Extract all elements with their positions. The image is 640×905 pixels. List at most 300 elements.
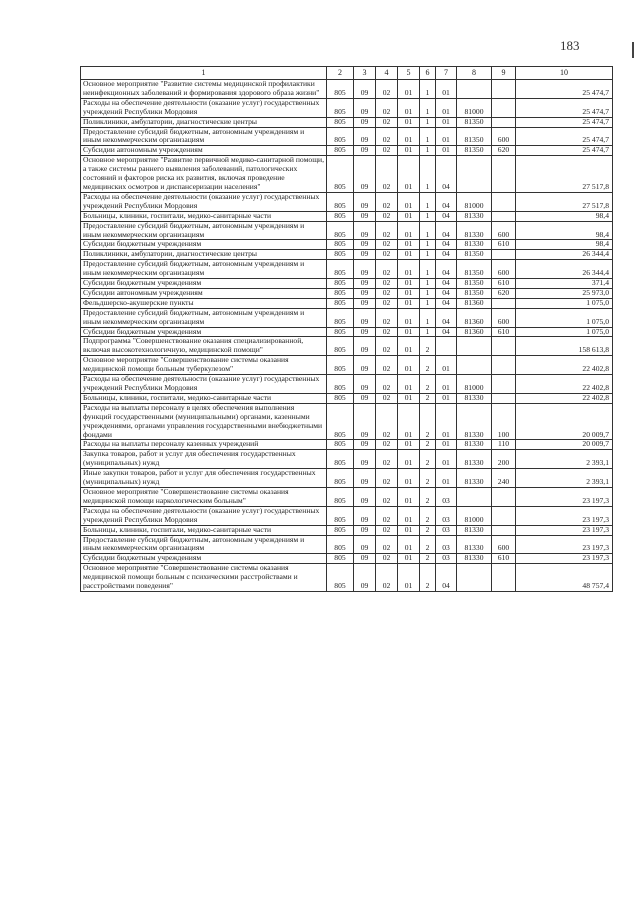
ministry-code: 805 [327,127,354,146]
expense-type-code [492,80,516,99]
section-code: 09 [354,260,376,279]
amount: 1 075,0 [516,327,613,337]
table-header [81,67,613,80]
row-name: Расходы на выплаты персоналу в целях обеспечения выполнения функций государственными (муниципальными) органами, казенными учреждениями, органами управления государственными внебюджетными фондами [81,403,327,440]
program-code: 01 [398,156,420,193]
direction-code: 81000 [457,375,492,394]
amount: 48 757,4 [516,564,613,592]
expense-type-code [492,192,516,211]
direction-code: 81350 [457,288,492,298]
measure-code: 01 [436,117,457,127]
row-name: Субсидии бюджетным учреждениям [81,554,327,564]
program-code: 01 [398,393,420,403]
subsection-code: 02 [376,156,398,193]
table-row [81,308,613,327]
section-code: 09 [354,535,376,554]
measure-code: 04 [436,298,457,308]
section-code: 09 [354,506,376,525]
direction-code: 81000 [457,192,492,211]
subsection-code: 02 [376,146,398,156]
amount: 22 402,8 [516,393,613,403]
ministry-code: 805 [327,506,354,525]
amount: 23 197,3 [516,535,613,554]
subprogram-code: 1 [420,308,436,327]
subprogram-code: 2 [420,356,436,375]
section-code: 09 [354,288,376,298]
subsection-code: 02 [376,98,398,117]
table-row [81,117,613,127]
ministry-code: 805 [327,487,354,506]
expense-type-code: 240 [492,469,516,488]
measure-code: 04 [436,564,457,592]
measure-code: 04 [436,221,457,240]
program-code: 01 [398,211,420,221]
direction-code [457,80,492,99]
table-row [81,450,613,469]
section-code: 09 [354,564,376,592]
subsection-code: 02 [376,211,398,221]
section-code: 09 [354,240,376,250]
table-row [81,279,613,289]
ministry-code: 805 [327,564,354,592]
measure-code: 04 [436,308,457,327]
direction-code: 81330 [457,469,492,488]
program-code: 01 [398,525,420,535]
expense-type-code [492,211,516,221]
measure-code: 03 [436,506,457,525]
ministry-code: 805 [327,525,354,535]
measure-code: 03 [436,525,457,535]
direction-code: 81330 [457,403,492,440]
expense-type-code [492,487,516,506]
row-name: Предоставление субсидий бюджетным, автономным учреждениям и иным некоммерческим организациям [81,260,327,279]
amount: 22 402,8 [516,375,613,394]
direction-code [457,564,492,592]
row-name: Больницы, клиники, госпитали, медико-санитарные части [81,211,327,221]
subsection-code: 02 [376,80,398,99]
program-code: 01 [398,506,420,525]
table-row [81,260,613,279]
measure-code: 03 [436,535,457,554]
row-name: Основное мероприятие "Совершенствование системы оказания медицинской помощи больным с психическими расстройствами и расстройствами поведения" [81,564,327,592]
program-code: 01 [398,403,420,440]
column-number: 3 [354,67,376,80]
ministry-code: 805 [327,288,354,298]
subprogram-code: 1 [420,221,436,240]
subsection-code: 02 [376,469,398,488]
row-name: Подпрограмма "Совершенствование оказания специализированной, включая высокотехнологичную, медицинской помощи" [81,337,327,356]
measure-code: 01 [436,375,457,394]
subsection-code: 02 [376,525,398,535]
section-code: 09 [354,469,376,488]
ministry-code: 805 [327,146,354,156]
ministry-code: 805 [327,221,354,240]
amount: 20 009,7 [516,403,613,440]
measure-code: 04 [436,288,457,298]
program-code: 01 [398,279,420,289]
program-code: 01 [398,98,420,117]
expense-type-code: 620 [492,146,516,156]
table-row [81,250,613,260]
program-code: 01 [398,337,420,356]
expense-type-code [492,298,516,308]
expense-type-code: 610 [492,327,516,337]
subprogram-code: 1 [420,327,436,337]
measure-code: 04 [436,260,457,279]
section-code: 09 [354,156,376,193]
ministry-code: 805 [327,250,354,260]
expense-type-code [492,506,516,525]
ministry-code: 805 [327,298,354,308]
program-code: 01 [398,554,420,564]
measure-code: 04 [436,279,457,289]
amount: 1 075,0 [516,308,613,327]
amount: 25 474,7 [516,117,613,127]
table-row [81,356,613,375]
table-row [81,469,613,488]
row-name: Основное мероприятие "Развитие первичной медико-санитарной помощи, а также системы раннего выявления заболеваний, патологических состояний и факторов риска их развития, включая проведение медицинских осмотров и диспансеризации населения" [81,156,327,193]
ministry-code: 805 [327,375,354,394]
subsection-code: 02 [376,250,398,260]
row-name: Иные закупки товаров, работ и услуг для обеспечения государственных (муниципальных) нужд [81,469,327,488]
amount: 98,4 [516,221,613,240]
table-row [81,535,613,554]
subprogram-code: 1 [420,260,436,279]
section-code: 09 [354,298,376,308]
direction-code: 81330 [457,554,492,564]
subprogram-code: 2 [420,525,436,535]
table-row [81,127,613,146]
expense-type-code: 610 [492,554,516,564]
amount: 25 474,7 [516,98,613,117]
measure-code [436,337,457,356]
program-code: 01 [398,450,420,469]
ministry-code: 805 [327,98,354,117]
column-number: 2 [327,67,354,80]
subprogram-code: 1 [420,192,436,211]
table-row [81,506,613,525]
subprogram-code: 1 [420,240,436,250]
table-row [81,403,613,440]
row-name: Субсидии бюджетным учреждениям [81,327,327,337]
section-code: 09 [354,327,376,337]
row-name: Поликлиники, амбулатории, диагностические центры [81,250,327,260]
amount: 23 197,3 [516,554,613,564]
measure-code: 04 [436,250,457,260]
program-code: 01 [398,260,420,279]
measure-code: 01 [436,356,457,375]
ministry-code: 805 [327,192,354,211]
section-code: 09 [354,192,376,211]
ministry-code: 805 [327,440,354,450]
section-code: 09 [354,393,376,403]
subsection-code: 02 [376,564,398,592]
direction-code: 81330 [457,535,492,554]
expense-type-code: 610 [492,240,516,250]
section-code: 09 [354,450,376,469]
subprogram-code: 2 [420,554,436,564]
column-number-row [81,67,613,80]
section-code: 09 [354,308,376,327]
measure-code: 01 [436,469,457,488]
amount: 23 197,3 [516,487,613,506]
subprogram-code: 2 [420,375,436,394]
subsection-code: 02 [376,403,398,440]
program-code: 01 [398,117,420,127]
row-name: Расходы на обеспечение деятельности (оказание услуг) государственных учреждений Республики Мордовия [81,98,327,117]
program-code: 01 [398,469,420,488]
section-code: 09 [354,146,376,156]
section-code: 09 [354,337,376,356]
program-code: 01 [398,308,420,327]
subsection-code: 02 [376,554,398,564]
table-row [81,288,613,298]
amount: 98,4 [516,211,613,221]
column-number: 4 [376,67,398,80]
ministry-code: 805 [327,393,354,403]
page-number: 183 [560,38,580,53]
program-code: 01 [398,80,420,99]
ministry-code: 805 [327,327,354,337]
table-row [81,146,613,156]
measure-code: 03 [436,554,457,564]
program-code: 01 [398,440,420,450]
expense-type-code [492,393,516,403]
expense-type-code: 600 [492,308,516,327]
section-code: 09 [354,117,376,127]
table-row [81,375,613,394]
amount: 27 517,8 [516,156,613,193]
direction-code: 81330 [457,525,492,535]
expense-type-code: 100 [492,403,516,440]
amount: 25 973,0 [516,288,613,298]
amount: 2 393,1 [516,469,613,488]
expense-type-code: 110 [492,440,516,450]
row-name: Предоставление субсидий бюджетным, автономным учреждениям и иным некоммерческим организациям [81,535,327,554]
section-code: 09 [354,525,376,535]
amount: 1 075,0 [516,298,613,308]
measure-code: 01 [436,98,457,117]
program-code: 01 [398,327,420,337]
subsection-code: 02 [376,440,398,450]
measure-code: 04 [436,192,457,211]
subsection-code: 02 [376,393,398,403]
subprogram-code: 2 [420,469,436,488]
table-row [81,525,613,535]
subprogram-code: 2 [420,393,436,403]
row-name: Поликлиники, амбулатории, диагностические центры [81,117,327,127]
subprogram-code: 2 [420,403,436,440]
subsection-code: 02 [376,279,398,289]
direction-code [457,487,492,506]
ministry-code: 805 [327,80,354,99]
amount: 20 009,7 [516,440,613,450]
table-row [81,211,613,221]
column-number: 5 [398,67,420,80]
measure-code: 01 [436,127,457,146]
direction-code: 81360 [457,298,492,308]
row-name: Основное мероприятие "Совершенствование системы оказания медицинской помощи больным туберкулезом" [81,356,327,375]
budget-table [80,66,613,592]
program-code: 01 [398,375,420,394]
amount: 23 197,3 [516,525,613,535]
subsection-code: 02 [376,308,398,327]
section-code: 09 [354,127,376,146]
row-name: Субсидии автономным учреждениям [81,288,327,298]
amount: 25 474,7 [516,80,613,99]
table-row [81,192,613,211]
ministry-code: 805 [327,279,354,289]
subsection-code: 02 [376,288,398,298]
row-name: Основное мероприятие "Развитие системы медицинской профилактики неинфекционных заболеваний и формирования здорового образа жизни" [81,80,327,99]
row-name: Основное мероприятие "Совершенствование системы оказания медицинской помощи наркологическим больным" [81,487,327,506]
program-code: 01 [398,192,420,211]
direction-code [457,356,492,375]
direction-code: 81350 [457,279,492,289]
subprogram-code: 2 [420,440,436,450]
ministry-code: 805 [327,260,354,279]
section-code: 09 [354,211,376,221]
row-name: Больницы, клиники, госпитали, медико-санитарные части [81,525,327,535]
subprogram-code: 2 [420,487,436,506]
measure-code: 01 [436,440,457,450]
subprogram-code: 1 [420,279,436,289]
table-row [81,327,613,337]
subsection-code: 02 [376,127,398,146]
column-number: 6 [420,67,436,80]
program-code: 01 [398,487,420,506]
ministry-code: 805 [327,535,354,554]
subprogram-code: 1 [420,117,436,127]
subsection-code: 02 [376,535,398,554]
amount: 26 344,4 [516,250,613,260]
program-code: 01 [398,298,420,308]
section-code: 09 [354,487,376,506]
amount: 22 402,8 [516,356,613,375]
expense-type-code [492,117,516,127]
direction-code: 81330 [457,440,492,450]
ministry-code: 805 [327,308,354,327]
table-row [81,298,613,308]
subprogram-code: 1 [420,156,436,193]
amount: 158 613,8 [516,337,613,356]
expense-type-code [492,356,516,375]
table-row [81,221,613,240]
amount: 25 474,7 [516,146,613,156]
table-row [81,98,613,117]
section-code: 09 [354,250,376,260]
measure-code: 04 [436,240,457,250]
ministry-code: 805 [327,356,354,375]
amount: 23 197,3 [516,506,613,525]
ministry-code: 805 [327,469,354,488]
program-code: 01 [398,221,420,240]
expense-type-code: 200 [492,450,516,469]
section-code: 09 [354,279,376,289]
table-body [81,80,613,592]
expense-type-code: 600 [492,535,516,554]
table-row [81,80,613,99]
ministry-code: 805 [327,403,354,440]
direction-code [457,337,492,356]
direction-code: 81330 [457,221,492,240]
expense-type-code [492,250,516,260]
direction-code: 81350 [457,250,492,260]
row-name: Субсидии бюджетным учреждениям [81,240,327,250]
subsection-code: 02 [376,298,398,308]
table-row [81,156,613,193]
ministry-code: 805 [327,240,354,250]
subprogram-code: 1 [420,288,436,298]
row-name: Расходы на обеспечение деятельности (оказание услуг) государственных учреждений Республики Мордовия [81,506,327,525]
expense-type-code [492,525,516,535]
direction-code: 81330 [457,240,492,250]
measure-code: 01 [436,146,457,156]
subsection-code: 02 [376,240,398,250]
column-number: 9 [492,67,516,80]
row-name: Больницы, клиники, госпитали, медико-санитарные части [81,393,327,403]
subsection-code: 02 [376,450,398,469]
subprogram-code: 2 [420,535,436,554]
measure-code: 01 [436,450,457,469]
section-code: 09 [354,403,376,440]
expense-type-code [492,564,516,592]
subsection-code: 02 [376,192,398,211]
program-code: 01 [398,288,420,298]
subprogram-code: 2 [420,450,436,469]
subsection-code: 02 [376,221,398,240]
ministry-code: 805 [327,450,354,469]
table-row [81,564,613,592]
program-code: 01 [398,356,420,375]
table-row [81,554,613,564]
ministry-code: 805 [327,211,354,221]
direction-code: 81330 [457,211,492,221]
section-code: 09 [354,554,376,564]
expense-type-code: 600 [492,260,516,279]
row-name: Расходы на обеспечение деятельности (оказание услуг) государственных учреждений Республики Мордовия [81,192,327,211]
row-name: Предоставление субсидий бюджетным, автономным учреждениям и иным некоммерческим организациям [81,127,327,146]
expense-type-code [492,156,516,193]
section-code: 09 [354,356,376,375]
table-row [81,240,613,250]
amount: 25 474,7 [516,127,613,146]
section-code: 09 [354,440,376,450]
column-number: 10 [516,67,613,80]
amount: 98,4 [516,240,613,250]
measure-code: 01 [436,80,457,99]
subprogram-code: 1 [420,211,436,221]
subsection-code: 02 [376,506,398,525]
subsection-code: 02 [376,356,398,375]
subsection-code: 02 [376,117,398,127]
subsection-code: 02 [376,487,398,506]
program-code: 01 [398,127,420,146]
ministry-code: 805 [327,117,354,127]
subprogram-code: 1 [420,127,436,146]
expense-type-code: 600 [492,127,516,146]
direction-code: 81000 [457,506,492,525]
row-name: Предоставление субсидий бюджетным, автономным учреждениям и иным некоммерческим организациям [81,308,327,327]
subprogram-code: 2 [420,337,436,356]
ministry-code: 805 [327,156,354,193]
table-row [81,393,613,403]
direction-code: 81350 [457,260,492,279]
subprogram-code: 1 [420,98,436,117]
direction-code: 81000 [457,98,492,117]
measure-code: 04 [436,156,457,193]
subsection-code: 02 [376,260,398,279]
